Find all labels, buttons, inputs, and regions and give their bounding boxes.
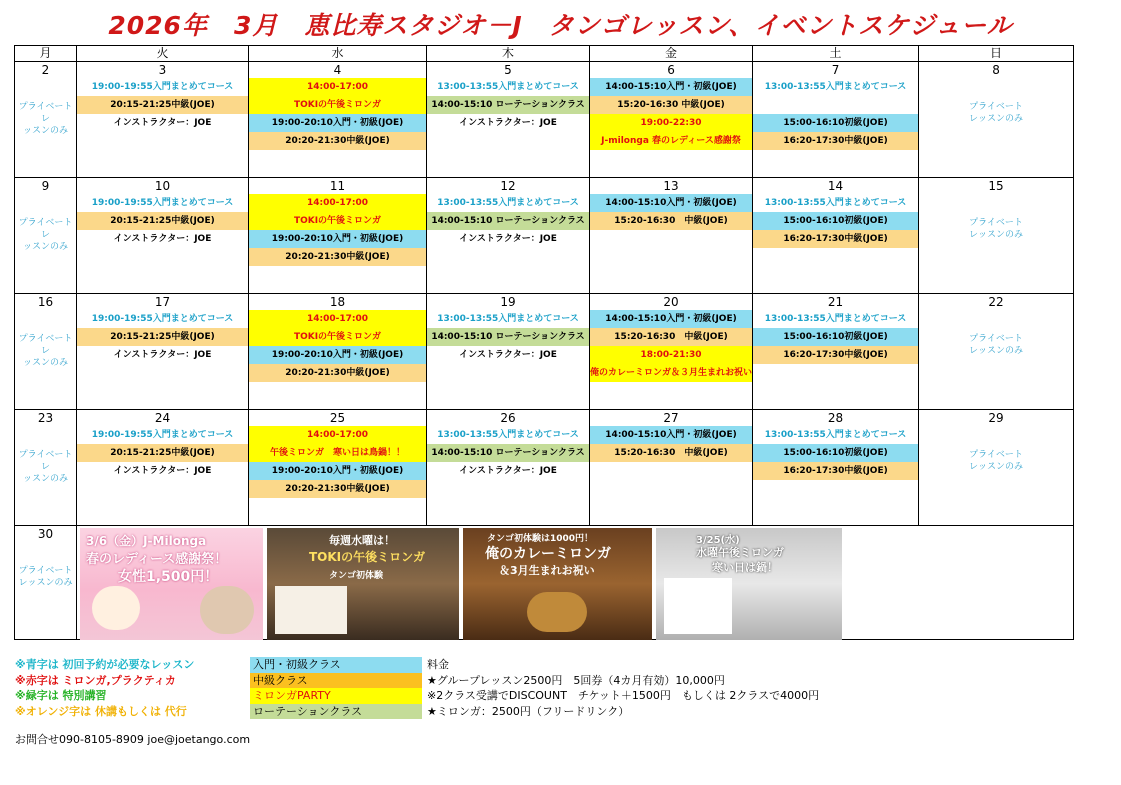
day-number: 24 [154, 411, 171, 425]
event-beginner: 19:00-20:10入門・初級(JOE) [249, 230, 426, 248]
event-intermediate: 20:15-21:25中級(JOE) [77, 212, 248, 230]
day-cell-15[interactable] [919, 178, 1074, 294]
week-row [15, 62, 1074, 178]
event-posters [80, 528, 850, 640]
event-milonga: 俺のカレーミロンガ＆３月生まれお祝い [590, 364, 752, 382]
day-number: 18 [329, 295, 346, 309]
event-milonga: 午後ミロンガ 寒い日は鳥鍋！！ [249, 444, 426, 462]
event-intermediate: 15:20-16:30 中級(JOE) [590, 212, 752, 230]
event-instructor: インストラクター：JOE [459, 350, 557, 360]
day-number: 27 [663, 411, 679, 425]
event-intro-course: 19:00-19:55入門まとめてコース [91, 82, 234, 92]
flyer-image [664, 578, 732, 634]
weekday-sat: 土 [753, 46, 919, 62]
day-cell-4[interactable] [249, 62, 427, 178]
curry-plate-image [527, 592, 587, 632]
event-beginner: 15:00-16:10初級(JOE) [753, 212, 918, 230]
event-intermediate: 20:15-21:25中級(JOE) [77, 328, 248, 346]
day-cell-7[interactable] [753, 62, 919, 178]
weekday-thu: 木 [427, 46, 590, 62]
event-intro-course: 13:00-13:55入門まとめてコース [764, 430, 907, 440]
event-rotation: 14:00-15:10 ローテーションクラス [427, 328, 589, 346]
legend-class: ミロンガPARTY [250, 688, 422, 704]
day-cell-16[interactable] [15, 294, 77, 410]
day-number: 19 [500, 295, 516, 309]
portrait-image [92, 586, 140, 630]
weekday-tue: 火 [77, 46, 249, 62]
fee-heading: 料金 [427, 658, 449, 671]
day-cell-24[interactable] [77, 410, 249, 526]
day-number: 9 [41, 179, 50, 193]
private-lesson-note: プライベートレ ッスンのみ [18, 450, 73, 484]
day-cell-23[interactable] [15, 410, 77, 526]
day-cell-14[interactable] [753, 178, 919, 294]
week-row [15, 294, 1074, 410]
day-cell-27[interactable] [590, 410, 753, 526]
event-milonga-time: 19:00-22:30 [590, 114, 752, 132]
day-number: 10 [154, 179, 171, 193]
day-cell-28[interactable] [753, 410, 919, 526]
day-number: 13 [663, 179, 679, 193]
day-number: 15 [988, 179, 1004, 193]
day-cell-2[interactable] [15, 62, 77, 178]
day-cell-17[interactable] [77, 294, 249, 410]
legend-class: ローテーションクラス [250, 704, 422, 720]
fee-line: ★グループレッスン2500円 5回券（4カ月有効）10,000円 [427, 673, 725, 687]
day-number: 16 [37, 295, 54, 309]
day-number: 2 [41, 63, 50, 77]
week-row [15, 410, 1074, 526]
day-number: 14 [827, 179, 844, 193]
poster-ladies-milonga[interactable]: 3/6（金）J-Milonga 春のレディース感謝祭！ 女性1,500円！ [80, 528, 263, 640]
day-cell-22[interactable] [919, 294, 1074, 410]
weekday-fri: 金 [590, 46, 753, 62]
private-lesson-note: プライベート レッスンのみ [969, 218, 1023, 240]
day-number: 17 [154, 295, 171, 309]
legend-note: ※青字は 初回予約が必要なレッスン [15, 658, 195, 671]
fee-line: ※2クラス受講でDISCOUNT チケット＋1500円 もしくは 2クラスで4000円 [427, 689, 820, 702]
day-cell-3[interactable] [77, 62, 249, 178]
week-row [15, 178, 1074, 294]
event-instructor: インストラクター：JOE [113, 118, 212, 128]
event-milonga: TOKIの午後ミロンガ [249, 212, 426, 230]
day-number: 8 [992, 63, 1000, 77]
event-beginner: 19:00-20:10入門・初級(JOE) [249, 346, 426, 364]
day-number: 25 [329, 411, 346, 425]
event-intermediate: 20:20-21:30中級(JOE) [249, 248, 426, 266]
private-lesson-note: プライベートレ ッスンのみ [18, 218, 73, 252]
event-instructor: インストラクター：JOE [113, 234, 212, 244]
fee-line: ★ミロンガ：2500円（フリードリンク） [427, 704, 630, 718]
event-intro-course: 13:00-13:55入門まとめてコース [437, 82, 579, 92]
event-intro-course: 13:00-13:55入門まとめてコース [764, 198, 907, 208]
legend-note: ※オレンジ字は 休講もしくは 代行 [15, 704, 187, 718]
day-cell-12[interactable] [427, 178, 590, 294]
day-cell-26[interactable] [427, 410, 590, 526]
poster-wednesday-milonga[interactable]: 3/25(水) 水曜午後ミロンガ 寒い日は鍋！ [656, 528, 842, 640]
event-beginner: 14:00-15:10入門・初級(JOE) [590, 194, 752, 212]
class-color-key [250, 657, 422, 719]
poster-toki-milonga[interactable]: 毎週水曜は！ TOKIの午後ミロンガ タンゴ初体験 [267, 528, 459, 640]
event-intermediate: 16:20-17:30中級(JOE) [753, 132, 918, 150]
event-instructor: インストラクター：JOE [459, 466, 557, 476]
legend-class: 入門・初級クラス [250, 657, 422, 673]
event-intermediate: 20:15-21:25中級(JOE) [77, 96, 248, 114]
event-milonga: J-milonga 春のレディース感謝祭 [590, 132, 752, 150]
day-number: 28 [827, 411, 844, 425]
contact-info: お問合せ090-8105-8909 joe@joetango.com [15, 733, 251, 746]
event-beginner: 14:00-15:10入門・初級(JOE) [590, 310, 752, 328]
weekday-mon: 月 [15, 46, 77, 62]
event-milonga-time: 14:00-17:00 [249, 310, 426, 328]
event-intermediate: 16:20-17:30中級(JOE) [753, 462, 918, 480]
day-number: 5 [504, 63, 512, 77]
day-number: 7 [831, 63, 840, 77]
day-number: 6 [667, 63, 675, 77]
day-cell-13[interactable] [590, 178, 753, 294]
day-cell-21[interactable] [753, 294, 919, 410]
event-beginner: 19:00-20:10入門・初級(JOE) [249, 114, 426, 132]
day-cell-29[interactable] [919, 410, 1074, 526]
day-cell-11[interactable] [249, 178, 427, 294]
event-rotation: 14:00-15:10 ローテーションクラス [427, 444, 589, 462]
day-number: 23 [37, 411, 54, 425]
event-intermediate: 15:20-16:30 中級(JOE) [590, 96, 752, 114]
day-cell-8[interactable] [919, 62, 1074, 178]
day-number: 11 [329, 179, 346, 193]
fee-info [427, 657, 819, 719]
weekday-wed: 水 [249, 46, 427, 62]
event-milonga-time: 14:00-17:00 [249, 426, 426, 444]
event-intermediate: 20:20-21:30中級(JOE) [249, 132, 426, 150]
event-intro-course: 19:00-19:55入門まとめてコース [91, 198, 234, 208]
day-cell-10[interactable] [77, 178, 249, 294]
event-rotation: 14:00-15:10 ローテーションクラス [427, 212, 589, 230]
day-cell-18[interactable] [249, 294, 427, 410]
day-number: 4 [333, 63, 342, 77]
day-number: 12 [500, 179, 516, 193]
portrait-image [200, 586, 254, 634]
private-lesson-note: プライベートレ ッスンのみ [18, 102, 73, 136]
weekday-sun: 日 [919, 46, 1074, 62]
event-milonga: TOKIの午後ミロンガ [249, 328, 426, 346]
event-intro-course: 13:00-13:55入門まとめてコース [437, 314, 579, 324]
private-lesson-note: プライベート レッスンのみ [969, 334, 1023, 356]
event-milonga: TOKIの午後ミロンガ [249, 96, 426, 114]
event-milonga-time: 18:00-21:30 [590, 346, 752, 364]
day-cell-30[interactable] [15, 526, 77, 640]
day-number: 30 [37, 527, 54, 541]
day-number: 29 [988, 411, 1004, 425]
day-number: 26 [500, 411, 516, 425]
event-intro-course: 13:00-13:55入門まとめてコース [764, 314, 907, 324]
event-beginner: 19:00-20:10入門・初級(JOE) [249, 462, 426, 480]
day-number: 20 [663, 295, 679, 309]
event-milonga-time: 14:00-17:00 [249, 194, 426, 212]
weekday-header-row [15, 46, 1074, 62]
day-cell-6[interactable] [590, 62, 753, 178]
event-intermediate: 20:15-21:25中級(JOE) [77, 444, 248, 462]
event-intro-course: 19:00-19:55入門まとめてコース [91, 314, 234, 324]
event-instructor: インストラクター：JOE [459, 118, 557, 128]
day-cell-19[interactable] [427, 294, 590, 410]
event-intermediate: 20:20-21:30中級(JOE) [249, 480, 426, 498]
event-intermediate: 15:20-16:30 中級(JOE) [590, 444, 752, 462]
event-beginner: 14:00-15:10入門・初級(JOE) [590, 426, 752, 444]
day-number: 21 [827, 295, 844, 309]
day-cell-5[interactable] [427, 62, 590, 178]
private-lesson-note: プライベートレ ッスンのみ [18, 334, 73, 368]
event-intermediate: 20:20-21:30中級(JOE) [249, 364, 426, 382]
flyer-image [275, 586, 347, 634]
legend [15, 657, 1115, 721]
event-beginner: 15:00-16:10初級(JOE) [753, 114, 918, 132]
day-cell-25[interactable] [249, 410, 427, 526]
event-intermediate: 16:20-17:30中級(JOE) [753, 346, 918, 364]
event-intro-course: 19:00-19:55入門まとめてコース [91, 430, 234, 440]
event-beginner: 15:00-16:10初級(JOE) [753, 444, 918, 462]
page-title: 2026年 3月 恵比寿スタジオ－J タンゴレッスン、イベントスケジュール [108, 11, 1013, 40]
event-rotation: 14:00-15:10 ローテーションクラス [427, 96, 589, 114]
legend-note: ※緑字は 特別講習 [15, 689, 107, 702]
private-lesson-note: プライベート レッスンのみ [969, 102, 1023, 124]
legend-class: 中級クラス [250, 673, 422, 689]
event-instructor: インストラクター：JOE [459, 234, 557, 244]
event-intro-course: 13:00-13:55入門まとめてコース [764, 82, 907, 92]
legend-note: ※赤字は ミロンガ,プラクティカ [15, 673, 176, 687]
day-cell-20[interactable] [590, 294, 753, 410]
private-lesson-note: プライベート レッスンのみ [969, 450, 1023, 472]
day-number: 22 [988, 295, 1004, 309]
event-intro-course: 13:00-13:55入門まとめてコース [437, 198, 579, 208]
poster-curry-milonga[interactable]: タンゴ初体験は1000円！ 俺のカレーミロンガ ＆3月生まれお祝い [463, 528, 652, 640]
event-beginner: 14:00-15:10入門・初級(JOE) [590, 78, 752, 96]
color-notes [15, 657, 194, 719]
event-intro-course: 13:00-13:55入門まとめてコース [437, 430, 579, 440]
event-instructor: インストラクター：JOE [113, 350, 212, 360]
event-intermediate: 16:20-17:30中級(JOE) [753, 230, 918, 248]
event-beginner: 15:00-16:10初級(JOE) [753, 328, 918, 346]
day-number: 3 [158, 63, 167, 77]
day-cell-9[interactable] [15, 178, 77, 294]
private-lesson-note: プライベート レッスンのみ [18, 566, 73, 588]
event-instructor: インストラクター：JOE [113, 466, 212, 476]
event-intermediate: 15:20-16:30 中級(JOE) [590, 328, 752, 346]
event-milonga-time: 14:00-17:00 [249, 78, 426, 96]
